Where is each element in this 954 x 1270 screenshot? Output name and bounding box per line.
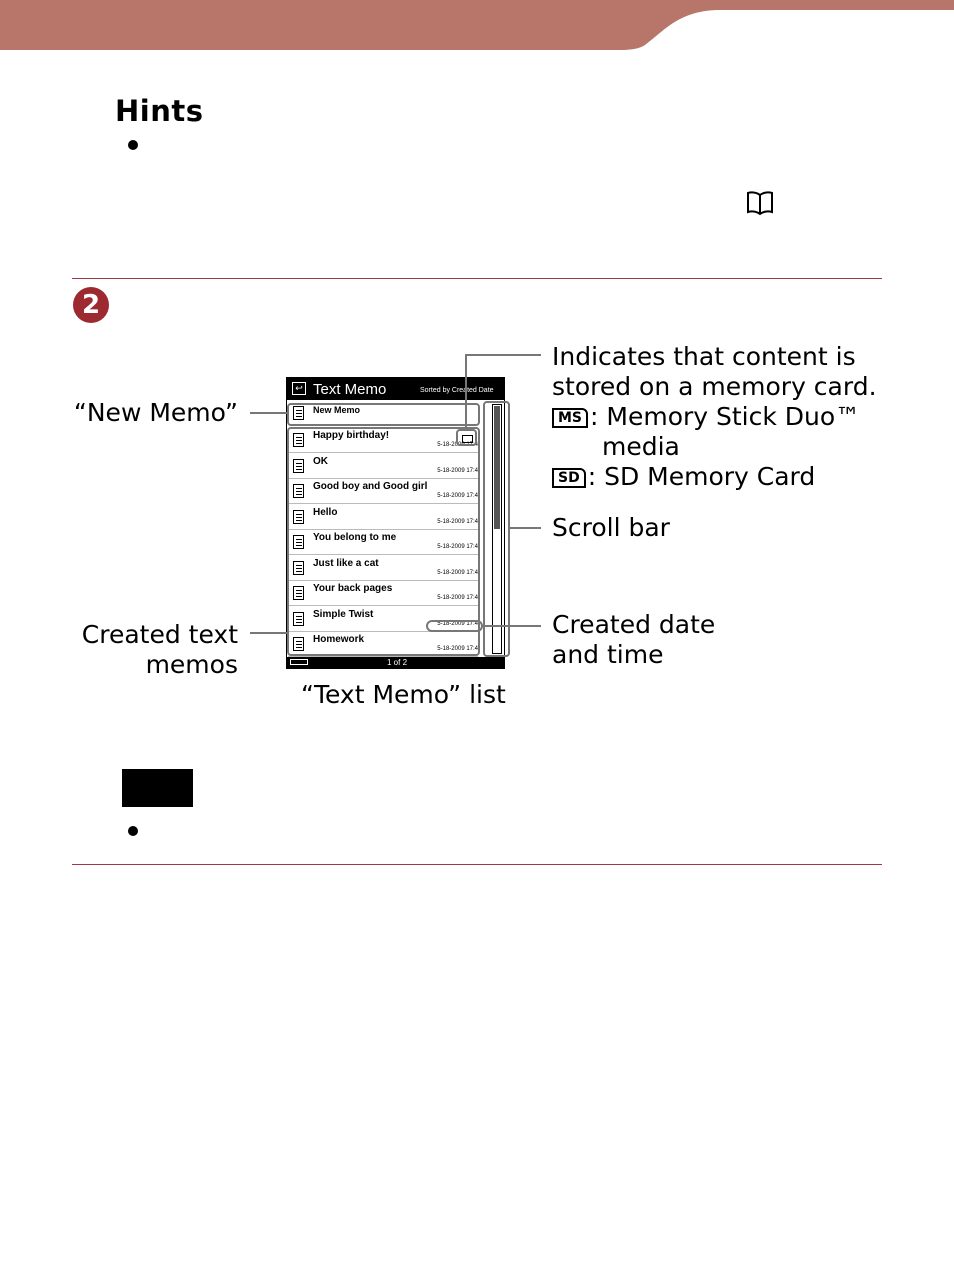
memo-title: Good boy and Good girl bbox=[313, 481, 428, 492]
memo-date: 5-18-2009 17:4 bbox=[437, 595, 478, 601]
memo-date: 5-18-2009 17:4 bbox=[437, 467, 478, 474]
sd-label: : SD Memory Card bbox=[587, 462, 816, 491]
memo-date: 5-18-2009 17:4 bbox=[437, 544, 478, 550]
sd-row bbox=[552, 462, 877, 492]
book-icon bbox=[745, 190, 775, 216]
header-banner bbox=[0, 0, 954, 52]
created-date-callout bbox=[552, 610, 715, 670]
ms-label-line2: media bbox=[602, 432, 680, 461]
note-label-box bbox=[122, 769, 193, 807]
created-date-label-line1: Created date bbox=[552, 610, 716, 639]
memo-date: 5-18-2009 17:4 bbox=[437, 493, 478, 499]
scrollbar-highlight bbox=[483, 401, 510, 657]
memo-date: 5-18-2009 17:4 bbox=[437, 569, 478, 576]
memo-title: Hello bbox=[313, 506, 338, 518]
memo-date: 5-18-2009 17:4 bbox=[437, 518, 478, 525]
screen-footer bbox=[287, 657, 505, 668]
back-icon[interactable]: ↩ bbox=[292, 382, 306, 395]
date-highlight bbox=[426, 620, 483, 632]
memo-title: Happy birthday! bbox=[313, 430, 390, 441]
screen-header bbox=[287, 378, 505, 400]
new-memo-highlight bbox=[287, 403, 480, 426]
created-date-label-line2: and time bbox=[552, 640, 664, 669]
ms-label: : Memory Stick Duo™ bbox=[590, 402, 861, 431]
memory-card-label-line1: Indicates that content is bbox=[552, 342, 856, 371]
memo-title: Simple Twist bbox=[313, 608, 374, 620]
scroll-bar-callout: Scroll bar bbox=[552, 513, 670, 542]
memory-card-callout bbox=[552, 342, 877, 492]
hints-heading: Hints bbox=[115, 94, 204, 128]
page-indicator: 1 of 2 bbox=[387, 658, 408, 667]
memo-title: Just like a cat bbox=[313, 557, 379, 569]
memo-date: 5-18-2009 17:4 bbox=[437, 620, 478, 627]
memo-title: Your back pages bbox=[313, 583, 393, 594]
memo-title: Homework bbox=[313, 634, 365, 645]
memo-title: You belong to me bbox=[313, 532, 397, 543]
memory-stick-icon: MS bbox=[552, 408, 588, 428]
memo-date: 5-18-2009 17:4 bbox=[437, 646, 478, 652]
bullet bbox=[128, 826, 138, 836]
ms-row bbox=[552, 402, 877, 432]
screen-title: Text Memo bbox=[313, 381, 387, 398]
section-divider bbox=[72, 278, 882, 279]
bullet bbox=[128, 140, 138, 150]
new-memo-label: “New Memo” bbox=[73, 398, 238, 427]
memo-title: OK bbox=[313, 455, 328, 467]
created-text-label-line1: Created text bbox=[81, 620, 238, 649]
created-text-callout bbox=[82, 620, 238, 680]
new-memo-callout bbox=[74, 398, 238, 428]
memory-card-label-line2: stored on a memory card. bbox=[552, 372, 877, 401]
battery-icon bbox=[290, 659, 308, 665]
list-caption: “Text Memo” list bbox=[301, 680, 506, 709]
card-icon-highlight bbox=[456, 429, 477, 446]
memo-date: 5-18-2009 17:4 bbox=[437, 442, 478, 448]
sd-card-icon: SD bbox=[552, 468, 586, 488]
section-divider bbox=[72, 864, 882, 865]
sort-label: Sorted by Created Date bbox=[420, 387, 494, 394]
created-text-label-line2: memos bbox=[145, 650, 238, 679]
new-memo-title: New Memo bbox=[313, 405, 361, 415]
memory-card-icon bbox=[462, 435, 473, 443]
step-number-badge: 2 bbox=[73, 287, 109, 323]
